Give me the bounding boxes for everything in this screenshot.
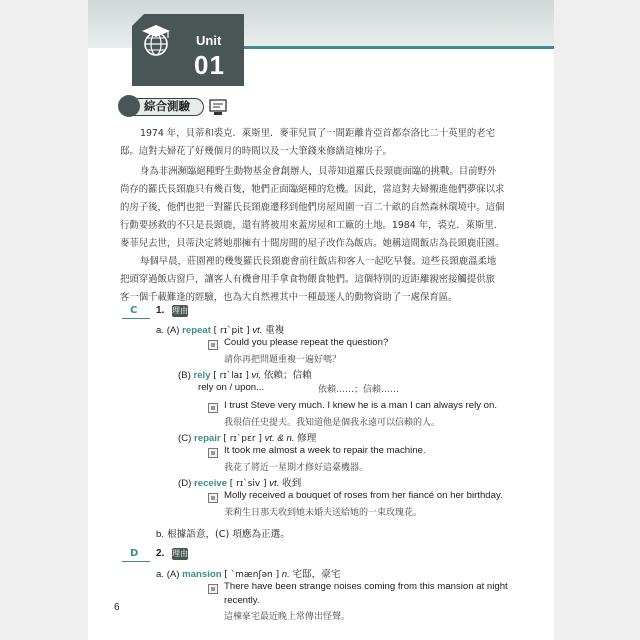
passage-line: 1974 年，貝蒂和裘克．萊斯里．麥菲兒買了一間距離肯亞首都奈洛比二十英里的老宅 [140,128,495,139]
passage-line: 邸。這對夫婦花了好幾個月的時間以及一大筆錢來修繕這棟房子。 [120,146,392,157]
example-icon [208,584,218,594]
part-of-speech: vt. [252,325,263,336]
reason-badge: 理由 [172,549,188,558]
globe-graduation-cap-icon [138,22,174,58]
unit-label: Unit [196,33,222,48]
passage-line: 把頭穿過飯店窗戶，讓客人有機會用手拿食物餵食牠們。這個特別的近距離親密接觸提供旅 [120,274,496,285]
passage-line: 尚存的羅氏長頸鹿只有幾百隻，牠們正面臨絕種的危機。因此，當這對夫婦搬進他們夢寐以求 [120,184,505,195]
question-number: 2. [156,548,165,559]
example-en: It took me almost a week to repair the machine. [224,445,426,456]
example-zh: 我花了將近一星期才修好這臺機器。 [224,463,369,473]
part-of-speech: n. [281,569,290,580]
example-en: There have been strange noises coming from this mansion at night [224,581,508,592]
answer-underline [122,561,150,562]
option-C [178,430,316,444]
example-icon [208,448,218,458]
page-number: 6 [114,602,120,613]
phrase-en: rely on / upon... [198,382,265,393]
phonetic: [ ˋmænʃən ] [224,570,280,580]
conclusion-letter: b. [156,529,165,540]
option-B [178,367,312,381]
book-page [88,0,554,640]
passage-paragraph-3 [120,253,530,307]
conclusion [156,526,290,540]
meaning: 收到 [282,478,302,489]
option-letter: a. [156,569,165,580]
passage-line: 客一個千載難逢的經驗，也為大自然裡其中一種最迷人的動物資助了一處保育區。 [120,292,458,303]
option-A [156,566,340,580]
example-icon [208,493,218,503]
question-number: 1. [156,305,165,316]
section-header [120,97,232,117]
option-tag: (A) [166,569,180,580]
vocab-word: mansion [182,569,222,580]
passage-line: 每個早晨，莊園裡的幾隻羅氏長頸鹿會前往飯店和客人一起吃早餐。這些長頸鹿溫柔地 [140,256,497,267]
meaning: 宅邸，豪宅 [292,569,341,580]
header-rule [218,46,554,49]
section-title: 綜合測驗 [144,99,190,113]
phonetic: [ rɪˋlaɪ ] [213,371,249,381]
vocab-word: repair [194,433,221,444]
option-tag: (C) [178,433,192,444]
example-zh: 請你再把問題重複一遍好嗎？ [224,355,342,365]
example-icon [208,340,218,350]
passage-line: 行動要拯救的不只是長頸鹿，還有將被用來蓋房屋和工廠的土地。1984 年，裘克．萊斯里． [120,220,504,231]
example-icon [208,403,218,413]
phonetic: [ rɪˋsiv ] [229,479,267,489]
monitor-icon [208,97,228,117]
answer-underline [122,318,150,319]
section-dot [118,95,140,117]
phrase-zh: 依賴……；信賴…… [318,385,400,395]
vocab-word: repeat [182,325,211,336]
option-tag: (B) [178,370,191,381]
option-D [178,475,301,489]
meaning: 重複 [265,325,285,336]
option-A [156,322,284,336]
unit-number: 01 [194,50,225,80]
example-en: I trust Steve very much. I knew he is a man I can always rely on. [224,400,498,411]
phonetic: [ rɪˋpɛr ] [223,434,262,444]
meaning: 依賴；信賴 [263,370,312,381]
answer-letter: C [130,305,138,316]
example-en: recently. [224,595,260,606]
example-en: Could you please repeat the question? [224,337,389,348]
example-en: Molly received a bouquet of roses from her fiancé on her birthday. [224,490,503,501]
passage-paragraph-1 [120,125,530,161]
conclusion-text: 根據語意，(C) 項應為正選。 [167,529,290,540]
passage-line: 的房子後，他們也把一對羅氏長頸鹿遷移到他們房屋周圍一百二十畝的自然森林環境中。這個 [120,202,505,213]
option-tag: (A) [166,325,180,336]
example-zh: 這棟豪宅最近晚上常傳出怪聲。 [224,612,351,622]
example-zh: 茉莉生日那天收到她未婚夫送給她的一束玫瑰花。 [224,508,423,518]
passage-line: 麥菲兒去世，貝蒂決定將她那擁有十間房間的屋子改作為飯店。她稱這間飯店為長頸鹿莊園。 [120,238,505,249]
phonetic: [ rɪˋpit ] [213,326,250,336]
example-zh: 我很信任史提夫。我知道他是個我永遠可以信賴的人。 [224,418,441,428]
vocab-word: rely [193,370,211,381]
part-of-speech: vi. [251,370,262,381]
part-of-speech: vt. [269,478,280,489]
option-letter: a. [156,325,165,336]
vocab-word: receive [194,478,228,489]
passage-line: 身為非洲瀕臨絕種野生動物基金會創辦人，貝蒂知道羅氏長頸鹿面臨的挑戰。目前野外 [140,166,497,177]
meaning: 修理 [297,433,317,444]
part-of-speech: vt. & n. [264,433,295,444]
answer-letter: D [130,548,139,559]
reason-badge: 理由 [172,306,188,315]
passage-paragraph-2 [120,163,530,253]
option-tag: (D) [178,478,192,489]
